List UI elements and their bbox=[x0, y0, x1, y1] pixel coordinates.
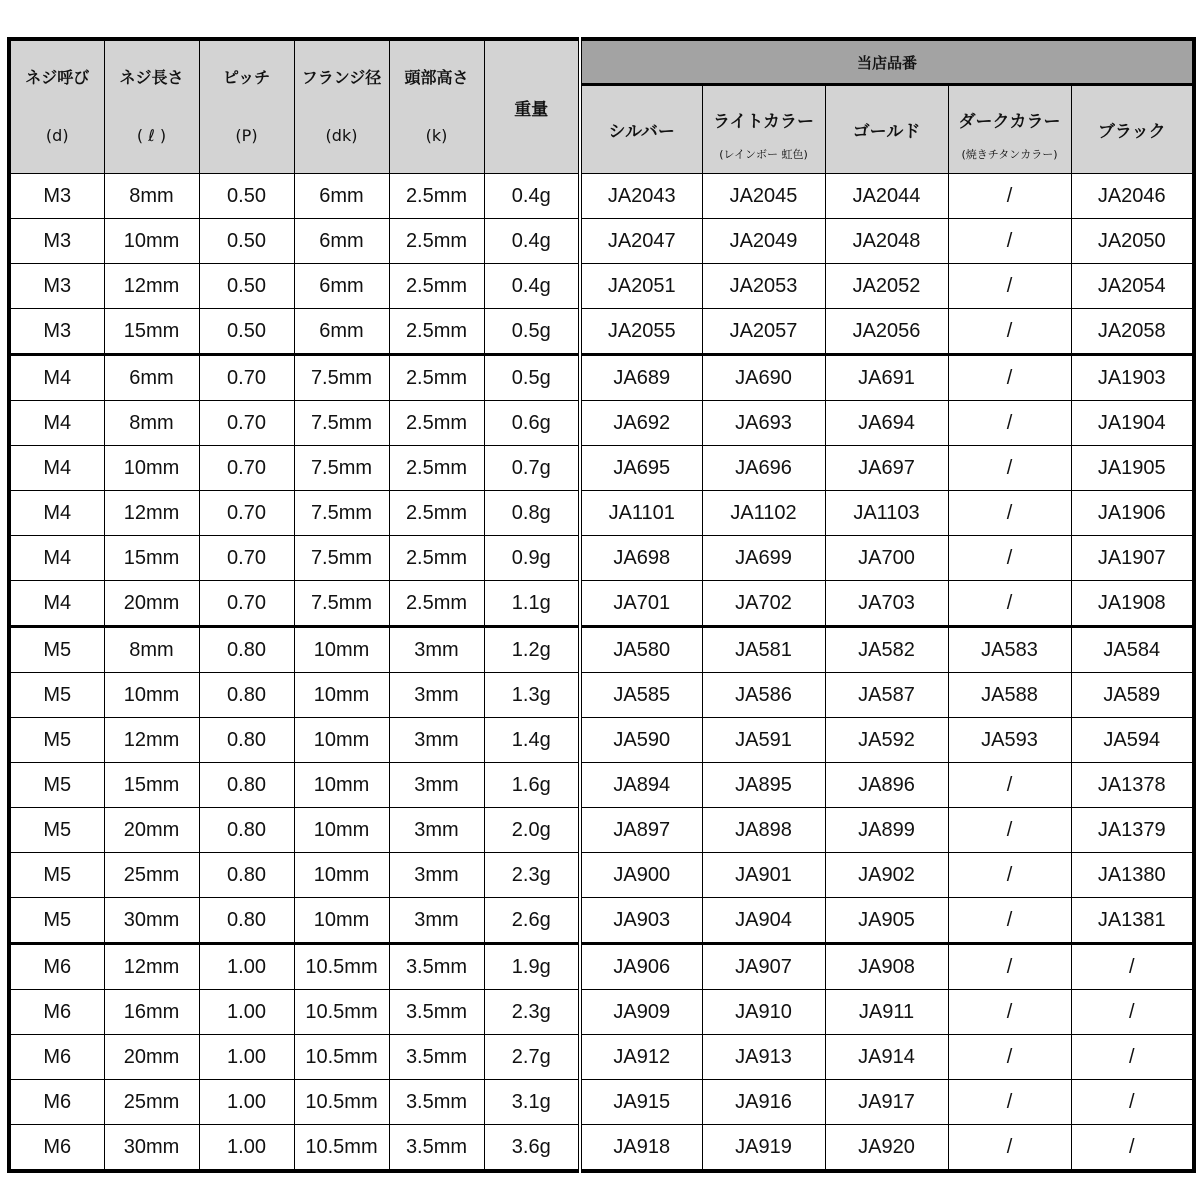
cell-thread-size: M6 bbox=[9, 990, 104, 1035]
cell-code-gold: JA908 bbox=[825, 944, 948, 990]
cell-head-height: 2.5mm bbox=[389, 536, 484, 581]
cell-code-dark-color: JA588 bbox=[948, 673, 1071, 718]
table-row bbox=[9, 491, 1194, 536]
cell-code-light-color: JA586 bbox=[702, 673, 825, 718]
cell-head-height: 3.5mm bbox=[389, 1125, 484, 1172]
cell-flange-diameter: 10.5mm bbox=[294, 990, 389, 1035]
cell-code-silver: JA590 bbox=[580, 718, 702, 763]
table-row bbox=[9, 264, 1194, 309]
cell-weight: 0.6g bbox=[484, 401, 580, 446]
cell-head-height: 3mm bbox=[389, 898, 484, 944]
cell-flange-diameter: 7.5mm bbox=[294, 355, 389, 401]
cell-head-height: 2.5mm bbox=[389, 264, 484, 309]
cell-thread-size: M4 bbox=[9, 491, 104, 536]
cell-thread-size: M4 bbox=[9, 355, 104, 401]
header-silver bbox=[580, 85, 702, 174]
cell-weight: 0.9g bbox=[484, 536, 580, 581]
cell-code-gold: JA694 bbox=[825, 401, 948, 446]
cell-pitch: 0.70 bbox=[199, 401, 294, 446]
cell-flange-diameter: 6mm bbox=[294, 219, 389, 264]
header-pitch bbox=[199, 39, 294, 174]
cell-thread-size: M6 bbox=[9, 1125, 104, 1172]
cell-code-silver: JA701 bbox=[580, 581, 702, 627]
cell-pitch: 0.80 bbox=[199, 673, 294, 718]
cell-head-height: 3mm bbox=[389, 808, 484, 853]
cell-weight: 3.6g bbox=[484, 1125, 580, 1172]
cell-code-silver: JA2055 bbox=[580, 309, 702, 355]
cell-code-silver: JA912 bbox=[580, 1035, 702, 1080]
cell-code-black: JA1903 bbox=[1071, 355, 1194, 401]
cell-thread-length: 20mm bbox=[104, 1035, 199, 1080]
cell-thread-length: 20mm bbox=[104, 581, 199, 627]
cell-code-gold: JA2052 bbox=[825, 264, 948, 309]
header-sublabel: (レインボー 虹色) bbox=[719, 148, 808, 161]
cell-flange-diameter: 10mm bbox=[294, 673, 389, 718]
cell-head-height: 2.5mm bbox=[389, 401, 484, 446]
table-row bbox=[9, 1080, 1194, 1125]
cell-code-light-color: JA901 bbox=[702, 853, 825, 898]
cell-code-gold: JA914 bbox=[825, 1035, 948, 1080]
table-row bbox=[9, 355, 1194, 401]
cell-thread-size: M3 bbox=[9, 219, 104, 264]
cell-code-light-color: JA702 bbox=[702, 581, 825, 627]
cell-code-dark-color: / bbox=[948, 1125, 1071, 1172]
table-row bbox=[9, 536, 1194, 581]
cell-code-dark-color: / bbox=[948, 174, 1071, 219]
header-dark-color bbox=[948, 85, 1071, 174]
cell-code-dark-color: / bbox=[948, 219, 1071, 264]
header-label: フランジ径 bbox=[301, 68, 382, 87]
cell-code-dark-color: / bbox=[948, 446, 1071, 491]
cell-thread-length: 12mm bbox=[104, 491, 199, 536]
cell-pitch: 1.00 bbox=[199, 1035, 294, 1080]
cell-code-gold: JA587 bbox=[825, 673, 948, 718]
cell-code-light-color: JA1102 bbox=[702, 491, 825, 536]
cell-weight: 0.7g bbox=[484, 446, 580, 491]
cell-head-height: 2.5mm bbox=[389, 355, 484, 401]
cell-code-dark-color: / bbox=[948, 1035, 1071, 1080]
cell-code-dark-color: / bbox=[948, 853, 1071, 898]
table-row bbox=[9, 401, 1194, 446]
cell-thread-length: 12mm bbox=[104, 944, 199, 990]
cell-weight: 1.1g bbox=[484, 581, 580, 627]
header-flange-diameter bbox=[294, 39, 389, 174]
cell-code-gold: JA902 bbox=[825, 853, 948, 898]
cell-code-silver: JA894 bbox=[580, 763, 702, 808]
cell-weight: 3.1g bbox=[484, 1080, 580, 1125]
cell-weight: 1.9g bbox=[484, 944, 580, 990]
cell-code-dark-color: / bbox=[948, 355, 1071, 401]
cell-head-height: 2.5mm bbox=[389, 219, 484, 264]
cell-flange-diameter: 10mm bbox=[294, 853, 389, 898]
cell-code-light-color: JA690 bbox=[702, 355, 825, 401]
cell-code-light-color: JA910 bbox=[702, 990, 825, 1035]
table-row bbox=[9, 309, 1194, 355]
table-row bbox=[9, 1035, 1194, 1080]
cell-flange-diameter: 10.5mm bbox=[294, 1035, 389, 1080]
cell-code-dark-color: / bbox=[948, 491, 1071, 536]
cell-flange-diameter: 7.5mm bbox=[294, 536, 389, 581]
header-label: シルバー bbox=[608, 122, 675, 142]
table-body bbox=[9, 174, 1194, 1172]
cell-pitch: 0.80 bbox=[199, 808, 294, 853]
cell-code-gold: JA700 bbox=[825, 536, 948, 581]
cell-code-silver: JA585 bbox=[580, 673, 702, 718]
header-thread-size bbox=[9, 39, 104, 174]
header-light-color bbox=[702, 85, 825, 174]
cell-thread-length: 6mm bbox=[104, 355, 199, 401]
cell-weight: 0.8g bbox=[484, 491, 580, 536]
cell-pitch: 0.50 bbox=[199, 264, 294, 309]
cell-thread-length: 30mm bbox=[104, 1125, 199, 1172]
cell-code-dark-color: JA593 bbox=[948, 718, 1071, 763]
cell-code-silver: JA909 bbox=[580, 990, 702, 1035]
cell-thread-size: M3 bbox=[9, 309, 104, 355]
header-symbol: (dk) bbox=[325, 126, 358, 145]
cell-weight: 0.4g bbox=[484, 174, 580, 219]
cell-thread-size: M3 bbox=[9, 264, 104, 309]
cell-code-dark-color: / bbox=[948, 536, 1071, 581]
cell-thread-size: M4 bbox=[9, 581, 104, 627]
cell-flange-diameter: 10.5mm bbox=[294, 944, 389, 990]
cell-thread-length: 10mm bbox=[104, 219, 199, 264]
cell-code-gold: JA2056 bbox=[825, 309, 948, 355]
cell-code-dark-color: / bbox=[948, 808, 1071, 853]
cell-thread-length: 10mm bbox=[104, 673, 199, 718]
cell-code-silver: JA2043 bbox=[580, 174, 702, 219]
table-row bbox=[9, 673, 1194, 718]
cell-code-silver: JA695 bbox=[580, 446, 702, 491]
cell-flange-diameter: 6mm bbox=[294, 264, 389, 309]
table-row bbox=[9, 581, 1194, 627]
cell-pitch: 0.80 bbox=[199, 898, 294, 944]
cell-code-silver: JA918 bbox=[580, 1125, 702, 1172]
cell-code-dark-color: / bbox=[948, 990, 1071, 1035]
cell-code-dark-color: / bbox=[948, 1080, 1071, 1125]
cell-thread-length: 10mm bbox=[104, 446, 199, 491]
header-weight: 重量 bbox=[484, 39, 580, 174]
cell-weight: 0.4g bbox=[484, 219, 580, 264]
cell-thread-size: M5 bbox=[9, 808, 104, 853]
cell-code-dark-color: / bbox=[948, 264, 1071, 309]
cell-weight: 1.2g bbox=[484, 627, 580, 673]
cell-code-dark-color: / bbox=[948, 763, 1071, 808]
cell-code-silver: JA1101 bbox=[580, 491, 702, 536]
cell-code-dark-color: / bbox=[948, 898, 1071, 944]
cell-thread-size: M5 bbox=[9, 853, 104, 898]
cell-code-light-color: JA907 bbox=[702, 944, 825, 990]
header-sublabel: (焼きチタンカラー) bbox=[961, 148, 1058, 161]
cell-pitch: 1.00 bbox=[199, 990, 294, 1035]
cell-flange-diameter: 10.5mm bbox=[294, 1125, 389, 1172]
cell-thread-length: 8mm bbox=[104, 627, 199, 673]
cell-thread-length: 8mm bbox=[104, 174, 199, 219]
cell-thread-size: M4 bbox=[9, 401, 104, 446]
cell-thread-size: M5 bbox=[9, 898, 104, 944]
cell-code-light-color: JA2053 bbox=[702, 264, 825, 309]
header-symbol: (P) bbox=[235, 126, 258, 145]
cell-thread-length: 15mm bbox=[104, 763, 199, 808]
header-label: ライトカラー bbox=[713, 112, 814, 132]
cell-code-black: JA1381 bbox=[1071, 898, 1194, 944]
cell-code-silver: JA698 bbox=[580, 536, 702, 581]
cell-head-height: 3mm bbox=[389, 627, 484, 673]
cell-code-black: JA1379 bbox=[1071, 808, 1194, 853]
cell-code-silver: JA897 bbox=[580, 808, 702, 853]
cell-code-black: JA1380 bbox=[1071, 853, 1194, 898]
table-row bbox=[9, 446, 1194, 491]
header-gold bbox=[825, 85, 948, 174]
cell-pitch: 0.80 bbox=[199, 627, 294, 673]
header-label: ブラック bbox=[1097, 122, 1166, 142]
header-label: 頭部高さ bbox=[404, 68, 469, 87]
cell-head-height: 3mm bbox=[389, 673, 484, 718]
cell-flange-diameter: 10.5mm bbox=[294, 1080, 389, 1125]
cell-code-black: JA1378 bbox=[1071, 763, 1194, 808]
cell-code-gold: JA905 bbox=[825, 898, 948, 944]
spec-table-container bbox=[7, 37, 1192, 1173]
cell-weight: 0.4g bbox=[484, 264, 580, 309]
cell-code-gold: JA917 bbox=[825, 1080, 948, 1125]
cell-code-black: JA589 bbox=[1071, 673, 1194, 718]
cell-code-silver: JA692 bbox=[580, 401, 702, 446]
cell-thread-length: 15mm bbox=[104, 536, 199, 581]
table-row bbox=[9, 219, 1194, 264]
cell-flange-diameter: 6mm bbox=[294, 309, 389, 355]
cell-code-gold: JA1103 bbox=[825, 491, 948, 536]
cell-flange-diameter: 10mm bbox=[294, 898, 389, 944]
cell-code-dark-color: / bbox=[948, 944, 1071, 990]
cell-head-height: 2.5mm bbox=[389, 491, 484, 536]
cell-code-gold: JA691 bbox=[825, 355, 948, 401]
cell-head-height: 3mm bbox=[389, 763, 484, 808]
cell-code-gold: JA697 bbox=[825, 446, 948, 491]
cell-code-silver: JA2051 bbox=[580, 264, 702, 309]
cell-pitch: 0.70 bbox=[199, 536, 294, 581]
cell-code-black: / bbox=[1071, 944, 1194, 990]
cell-thread-size: M6 bbox=[9, 1035, 104, 1080]
cell-code-black: JA594 bbox=[1071, 718, 1194, 763]
cell-thread-size: M6 bbox=[9, 944, 104, 990]
header-black bbox=[1071, 85, 1194, 174]
cell-flange-diameter: 10mm bbox=[294, 718, 389, 763]
cell-code-silver: JA900 bbox=[580, 853, 702, 898]
header-label: ピッチ bbox=[222, 68, 271, 87]
cell-weight: 1.6g bbox=[484, 763, 580, 808]
header-symbol: (k) bbox=[425, 126, 448, 145]
cell-thread-size: M5 bbox=[9, 627, 104, 673]
cell-head-height: 3.5mm bbox=[389, 944, 484, 990]
cell-code-black: JA1907 bbox=[1071, 536, 1194, 581]
cell-code-silver: JA689 bbox=[580, 355, 702, 401]
cell-thread-length: 8mm bbox=[104, 401, 199, 446]
cell-code-gold: JA911 bbox=[825, 990, 948, 1035]
cell-code-black: / bbox=[1071, 1080, 1194, 1125]
cell-thread-size: M5 bbox=[9, 763, 104, 808]
cell-pitch: 1.00 bbox=[199, 1125, 294, 1172]
header-label: ネジ呼び bbox=[25, 68, 90, 87]
cell-code-black: JA2054 bbox=[1071, 264, 1194, 309]
cell-code-silver: JA906 bbox=[580, 944, 702, 990]
cell-code-black: / bbox=[1071, 1035, 1194, 1080]
cell-pitch: 1.00 bbox=[199, 944, 294, 990]
cell-head-height: 2.5mm bbox=[389, 174, 484, 219]
header-thread-length bbox=[104, 39, 199, 174]
cell-code-black: / bbox=[1071, 1125, 1194, 1172]
cell-code-light-color: JA2057 bbox=[702, 309, 825, 355]
header-label: ネジ長さ bbox=[119, 68, 184, 87]
cell-code-light-color: JA895 bbox=[702, 763, 825, 808]
cell-flange-diameter: 10mm bbox=[294, 627, 389, 673]
cell-head-height: 2.5mm bbox=[389, 446, 484, 491]
cell-head-height: 3.5mm bbox=[389, 1035, 484, 1080]
cell-pitch: 1.00 bbox=[199, 1080, 294, 1125]
cell-pitch: 0.70 bbox=[199, 581, 294, 627]
table-row bbox=[9, 944, 1194, 990]
cell-thread-length: 15mm bbox=[104, 309, 199, 355]
cell-flange-diameter: 6mm bbox=[294, 174, 389, 219]
cell-pitch: 0.80 bbox=[199, 763, 294, 808]
cell-thread-size: M4 bbox=[9, 446, 104, 491]
cell-code-gold: JA592 bbox=[825, 718, 948, 763]
cell-flange-diameter: 7.5mm bbox=[294, 581, 389, 627]
cell-code-gold: JA920 bbox=[825, 1125, 948, 1172]
cell-weight: 1.4g bbox=[484, 718, 580, 763]
cell-head-height: 3mm bbox=[389, 718, 484, 763]
cell-code-black: / bbox=[1071, 990, 1194, 1035]
cell-code-light-color: JA2049 bbox=[702, 219, 825, 264]
screw-spec-table bbox=[7, 37, 1196, 1173]
cell-pitch: 0.70 bbox=[199, 355, 294, 401]
cell-thread-size: M5 bbox=[9, 673, 104, 718]
table-row bbox=[9, 627, 1194, 673]
cell-code-black: JA2050 bbox=[1071, 219, 1194, 264]
cell-code-light-color: JA904 bbox=[702, 898, 825, 944]
cell-head-height: 3.5mm bbox=[389, 990, 484, 1035]
cell-weight: 2.3g bbox=[484, 990, 580, 1035]
header-label: ダークカラー bbox=[958, 112, 1061, 132]
header-symbol: (d) bbox=[45, 126, 69, 145]
cell-code-light-color: JA898 bbox=[702, 808, 825, 853]
table-row bbox=[9, 763, 1194, 808]
cell-flange-diameter: 7.5mm bbox=[294, 401, 389, 446]
cell-code-light-color: JA693 bbox=[702, 401, 825, 446]
cell-code-silver: JA2047 bbox=[580, 219, 702, 264]
cell-code-gold: JA2048 bbox=[825, 219, 948, 264]
header-product-codes: 当店品番 bbox=[580, 39, 1194, 85]
cell-thread-length: 30mm bbox=[104, 898, 199, 944]
cell-thread-length: 12mm bbox=[104, 718, 199, 763]
cell-weight: 2.7g bbox=[484, 1035, 580, 1080]
cell-code-black: JA1905 bbox=[1071, 446, 1194, 491]
cell-head-height: 3mm bbox=[389, 853, 484, 898]
header-row-1 bbox=[9, 39, 1194, 85]
cell-head-height: 2.5mm bbox=[389, 309, 484, 355]
cell-code-gold: JA703 bbox=[825, 581, 948, 627]
cell-pitch: 0.80 bbox=[199, 853, 294, 898]
cell-code-light-color: JA2045 bbox=[702, 174, 825, 219]
cell-thread-length: 25mm bbox=[104, 853, 199, 898]
cell-code-light-color: JA696 bbox=[702, 446, 825, 491]
table-row bbox=[9, 808, 1194, 853]
cell-code-dark-color: / bbox=[948, 309, 1071, 355]
table-row bbox=[9, 174, 1194, 219]
cell-head-height: 2.5mm bbox=[389, 581, 484, 627]
cell-pitch: 0.80 bbox=[199, 718, 294, 763]
cell-thread-size: M3 bbox=[9, 174, 104, 219]
cell-thread-size: M5 bbox=[9, 718, 104, 763]
cell-code-black: JA2046 bbox=[1071, 174, 1194, 219]
cell-flange-diameter: 7.5mm bbox=[294, 446, 389, 491]
table-row bbox=[9, 718, 1194, 763]
cell-code-dark-color: / bbox=[948, 401, 1071, 446]
cell-thread-length: 25mm bbox=[104, 1080, 199, 1125]
cell-pitch: 0.70 bbox=[199, 446, 294, 491]
cell-flange-diameter: 10mm bbox=[294, 808, 389, 853]
cell-thread-size: M4 bbox=[9, 536, 104, 581]
table-row bbox=[9, 853, 1194, 898]
cell-code-light-color: JA699 bbox=[702, 536, 825, 581]
cell-head-height: 3.5mm bbox=[389, 1080, 484, 1125]
header-label: ゴールド bbox=[852, 122, 921, 142]
cell-code-gold: JA899 bbox=[825, 808, 948, 853]
cell-weight: 2.6g bbox=[484, 898, 580, 944]
header-head-height bbox=[389, 39, 484, 174]
cell-code-black: JA2058 bbox=[1071, 309, 1194, 355]
cell-flange-diameter: 10mm bbox=[294, 763, 389, 808]
table-row bbox=[9, 898, 1194, 944]
cell-weight: 1.3g bbox=[484, 673, 580, 718]
cell-weight: 0.5g bbox=[484, 355, 580, 401]
cell-code-silver: JA915 bbox=[580, 1080, 702, 1125]
cell-thread-length: 20mm bbox=[104, 808, 199, 853]
cell-thread-length: 12mm bbox=[104, 264, 199, 309]
cell-code-gold: JA896 bbox=[825, 763, 948, 808]
cell-code-gold: JA582 bbox=[825, 627, 948, 673]
cell-pitch: 0.70 bbox=[199, 491, 294, 536]
cell-pitch: 0.50 bbox=[199, 174, 294, 219]
cell-code-dark-color: JA583 bbox=[948, 627, 1071, 673]
cell-code-silver: JA903 bbox=[580, 898, 702, 944]
cell-code-light-color: JA919 bbox=[702, 1125, 825, 1172]
cell-code-silver: JA580 bbox=[580, 627, 702, 673]
cell-code-light-color: JA916 bbox=[702, 1080, 825, 1125]
cell-thread-size: M6 bbox=[9, 1080, 104, 1125]
cell-code-light-color: JA591 bbox=[702, 718, 825, 763]
header-symbol: ( ℓ ) bbox=[136, 126, 167, 145]
cell-thread-length: 16mm bbox=[104, 990, 199, 1035]
cell-flange-diameter: 7.5mm bbox=[294, 491, 389, 536]
cell-code-dark-color: / bbox=[948, 581, 1071, 627]
cell-pitch: 0.50 bbox=[199, 309, 294, 355]
cell-weight: 2.3g bbox=[484, 853, 580, 898]
table-row bbox=[9, 1125, 1194, 1172]
cell-code-light-color: JA913 bbox=[702, 1035, 825, 1080]
cell-code-black: JA1908 bbox=[1071, 581, 1194, 627]
table-row bbox=[9, 990, 1194, 1035]
cell-pitch: 0.50 bbox=[199, 219, 294, 264]
cell-code-black: JA584 bbox=[1071, 627, 1194, 673]
cell-weight: 2.0g bbox=[484, 808, 580, 853]
cell-code-black: JA1904 bbox=[1071, 401, 1194, 446]
cell-code-black: JA1906 bbox=[1071, 491, 1194, 536]
cell-code-light-color: JA581 bbox=[702, 627, 825, 673]
cell-weight: 0.5g bbox=[484, 309, 580, 355]
cell-code-gold: JA2044 bbox=[825, 174, 948, 219]
